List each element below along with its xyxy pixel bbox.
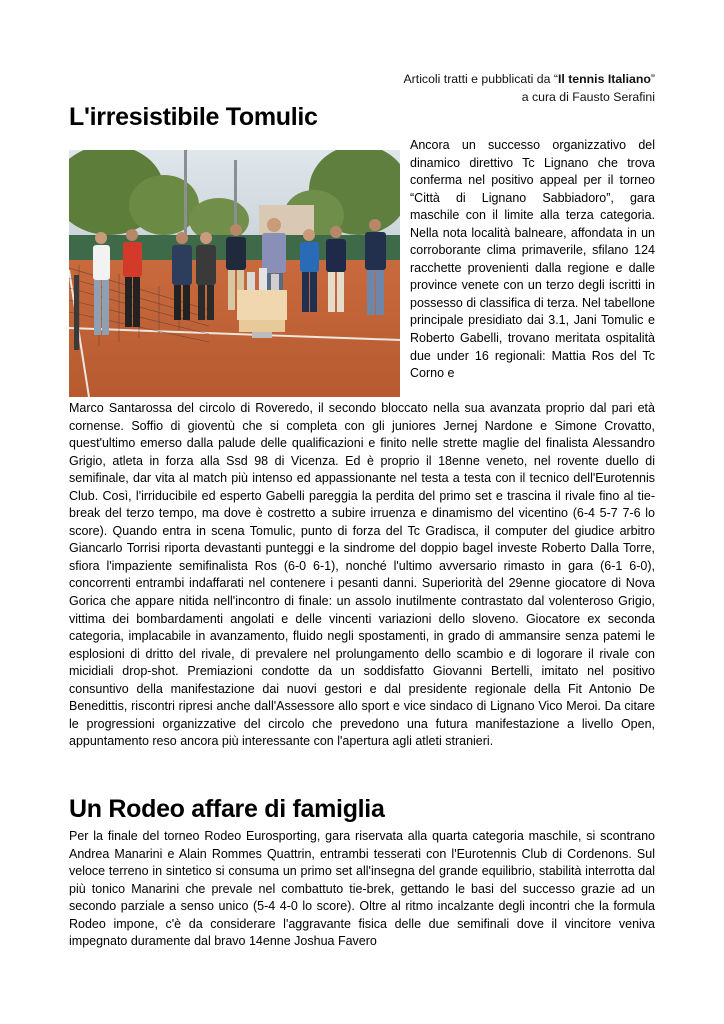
source-suffix: ” xyxy=(650,72,655,86)
article1-intro: Ancora un successo organizzativo del dinamico direttivo Tc Lignano che trova conferma nel positivo appeal per il torneo “Città di Lignano Sabbiadoro”, gara maschile con il limite alla terza categoria. Nella nota località balneare, affondata in un corroborante clima primaverile, sfilano 124 racchette provenienti dalla regione e dalle province venete con un terzo degli iscritti in possesso di classifica di terza. Nel tabellone principale presidiato dai 3.1, Jani Tomulic e Roberto Gabelli, trovano meritata ospitalità due under 16 regionali: Mattia Ros del Tc Corno e xyxy=(410,138,655,381)
award-ceremony-photo xyxy=(69,150,400,397)
article2-body: Per la finale del torneo Rodeo Eurosporting, gara riservata alla quarta categoria maschile, si scontrano Andrea Manarini e Alain Rommes Quattrin, entrambi tesserati con l'Eurotennis Club di Cordenons. Sul veloce terreno in sintetico si consuma un primo set all'insegna del grande equilibrio, stabilità interrotta dal più tonico Manarini che prevale nel combattuto tie-brek, gettando le basi del successo grazie ad un secondo parziale a senso unico (5-4 4-0 lo score). Oltre al ritmo incalzante degli incontri che la formula Rodeo impone, c'è da considerare l'aggravante fisica delle due semifinali dove il vincitore veniva impegnato duramente dal bravo 14enne Joshua Favero xyxy=(69,829,655,949)
source-credit xyxy=(403,70,655,106)
source-line xyxy=(403,70,655,88)
publication-name: Il tennis Italiano xyxy=(557,72,651,86)
curator-line: a cura di Fausto Serafini xyxy=(521,90,655,104)
article-title-tomulic: L'irresistibile Tomulic xyxy=(69,103,318,131)
article1-body: Marco Santarossa del circolo di Roveredo, il secondo bloccato nella sua avanzata proprio dal pari età cornense. Soffio di gioventù che si completa con gli juniores Jernej Nardone e Simone Crovatto, quest'ultimo emerso dalla palude delle qualificazioni e finito nelle strette maglie del finalista Alessandro Grigio, atleta in forza alla Ssd 98 di Vicenza. Ed è proprio il 18enne veneto, nel rovente duello di semifinale, dar vita al match più intenso ed appassionante nel testa a testa con il tecnico dell'Eurotennis Club. Così, l'irriducibile ed esperto Gabelli pareggia la perdita del primo set e trascina il rivale fino al tie-break del terzo tempo, ma dove è costretto a subire irruenza e dinamismo del vicentino (6-4 5-7 7-6 lo score). Quando entra in scena Tomulic, punto di forza del Tc Gradisca, il computer del giudice arbitro Giancarlo Torrisi riporta devastanti punteggi e la sindrome del doppio bagel investe Roberto Dalla Torre, sfiora l'impaziente semifinalista Ros (6-0 6-1), nonché l'ultimo avversario rimasto in gara (6-1 6-0), concorrenti entrambi indaffarati nel contenere i pesanti danni. Superiorità del 29enne giocatore di Nova Gorica che appare nitida nell'incontro di finale: un assolo inutilmente contrastato dal volenteroso Grigio, vittima dei bombardamenti angolati e delle vincenti variazioni dello sloveno. Giocatore ex seconda categoria, implacabile in avanzamento, fluido negli spostamenti, in grado di ammansire senza patemi le esplosioni di dritto del rivale, di prevalere nel prolungamento dello scambio e di logorare il rivale con micidiali drop-shot. Premiazioni condotte da un soddisfatto Giovanni Bertelli, imitato nel positivo consuntivo della manifestazione dai nuovi gestori e dal presidente regionale della Fit Antonio De Benedittis, riscontri ripresi anche dall'Assessore allo sport e vice sindaco di Lignano Vico Meroi. Da citare le progressioni organizzative del circolo che prevedono una futura manifestazione a livello Open, appuntamento reso ancora più interessante con l'apertura agli atleti stranieri. xyxy=(69,401,655,749)
article-title-rodeo: Un Rodeo affare di famiglia xyxy=(69,795,385,823)
source-prefix: Articoli tratti e pubblicati da “ xyxy=(403,72,558,86)
